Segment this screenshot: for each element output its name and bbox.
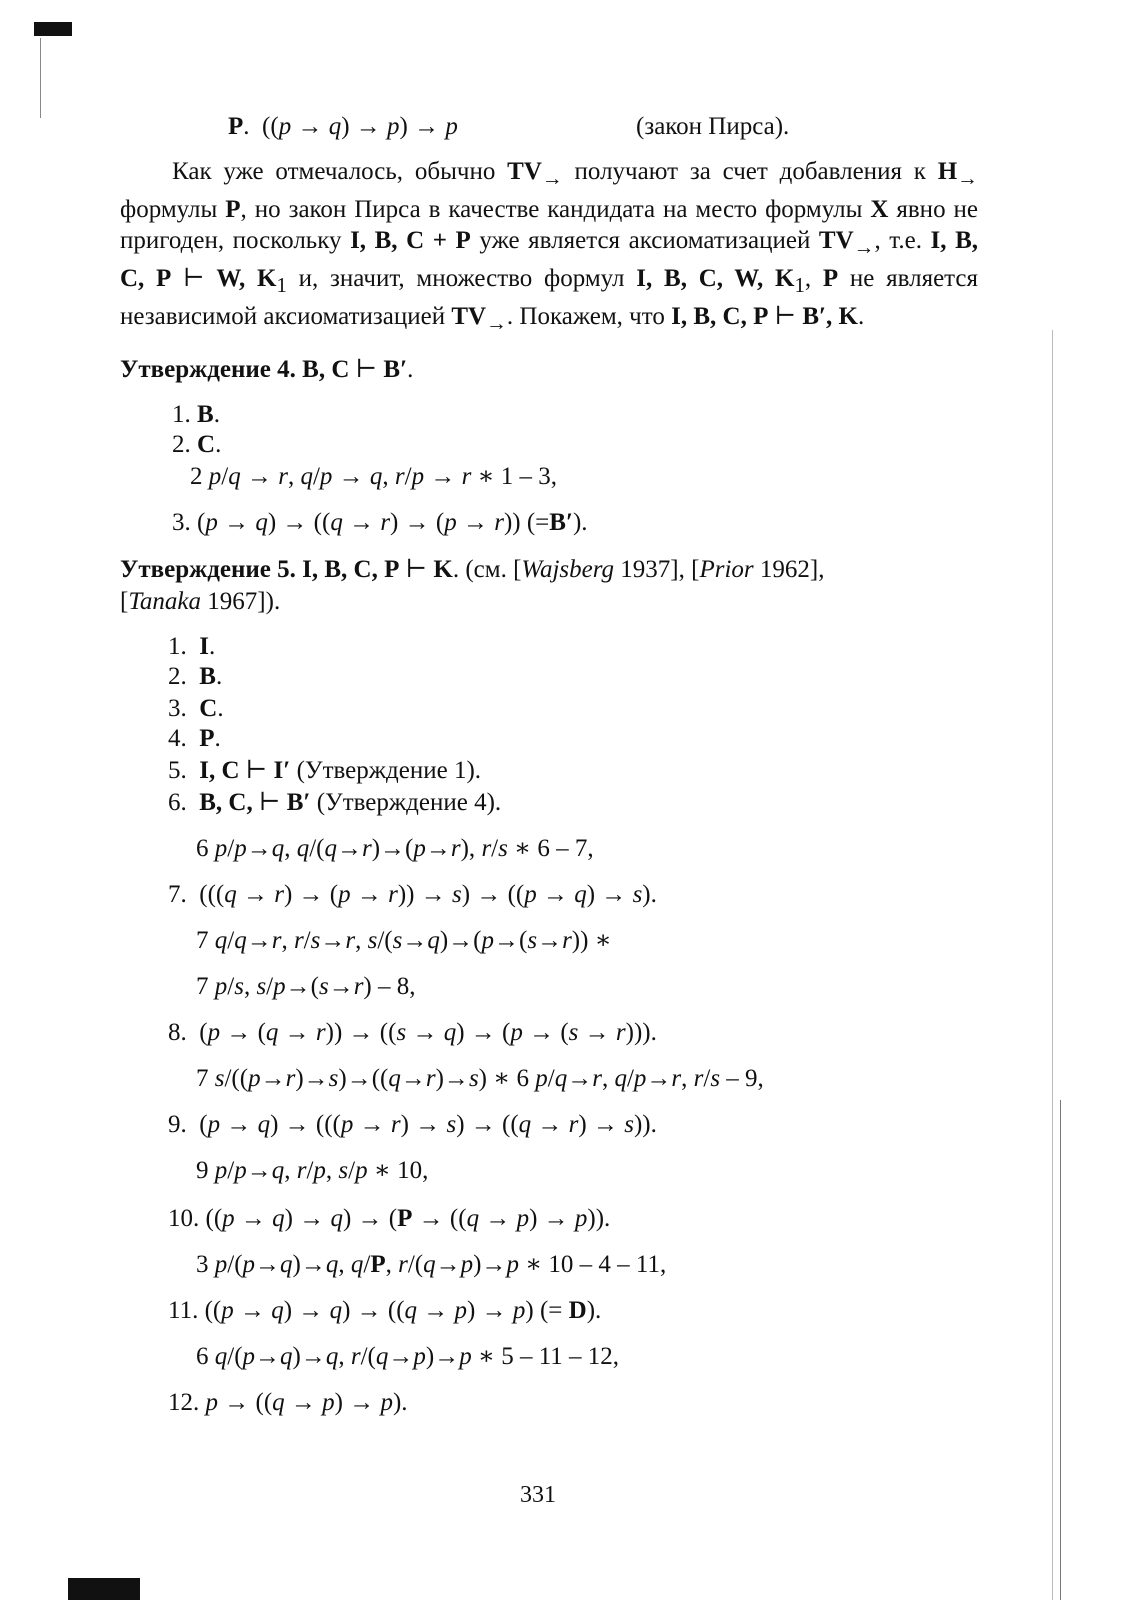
s4-line-1: 1. B. — [172, 401, 220, 428]
s5-line-3: 3. C. — [168, 695, 224, 722]
s5-line-5: 5. I, C ⊢ I′ (Утверждение 1). — [168, 757, 482, 784]
s4-line-2: 2. C. — [172, 431, 222, 458]
s5-line-4: 4. P. — [168, 725, 221, 752]
statement-4-heading: Утверждение 4. B, C ⊢ B′. — [120, 356, 414, 383]
s5-line-11: 8. (p → (q → r)) → ((s → q) → (p → (s → r))). — [168, 1019, 657, 1046]
s4-line-3: 2 p/q → r, q/p → q, r/p → r ∗ 1 – 3, — [190, 463, 558, 490]
s5-line-18: 6 q/(p→q)→q, r/(q→p)→p ∗ 5 – 11 – 12, — [196, 1343, 620, 1370]
scan-edge-line-right-1 — [1052, 330, 1053, 1600]
scan-edge-line-right-2 — [1060, 1100, 1061, 1600]
intro-paragraph — [120, 156, 978, 339]
s5-line-10: 7 p/s, s/p→(s→r) – 8, — [196, 973, 416, 1000]
page-number: 331 — [520, 1482, 556, 1508]
s5-line-13: 9. (p → q) → (((p → r) → s) → ((q → r) → s)). — [168, 1111, 657, 1138]
s5-line-1: 1. I. — [168, 633, 216, 660]
scan-mark-top-left — [34, 22, 72, 36]
s5-line-17: 11. ((p → q) → q) → ((q → p) → p) (= D). — [168, 1297, 602, 1324]
s5-line-12: 7 s/((p→r)→s)→((q→r)→s) ∗ 6 p/q→r, q/p→r, r/s – 9, — [196, 1065, 764, 1092]
s5-line-2: 2. B. — [168, 663, 223, 690]
s5-line-8: 7. (((q → r) → (p → r)) → s) → ((p → q) → s). — [168, 881, 657, 908]
s5-line-16: 3 p/(p→q)→q, q/P, r/(q→p)→p ∗ 10 – 4 – 11, — [196, 1251, 667, 1278]
s5-line-15: 10. ((p → q) → q) → (P → ((q → p) → p)). — [168, 1205, 611, 1232]
statement-5-heading: Утверждение 5. I, B, C, P ⊢ K. (см. [Wajsberg 1937], [Prior 1962], — [120, 556, 825, 583]
law-name: (закон Пирса). — [636, 113, 790, 140]
s5-line-9: 7 q/q→r, r/s→r, s/(s→q)→(p→(s→r)) ∗ — [196, 927, 612, 954]
scan-mark-bottom-left — [68, 1578, 140, 1600]
s5-line-6: 6. B, C, ⊢ B′ (Утверждение 4). — [168, 789, 502, 816]
scan-edge-line-left — [40, 38, 41, 118]
s5-line-7: 6 p/p→q, q/(q→r)→(p→r), r/s ∗ 6 – 7, — [196, 835, 594, 862]
law-formula: P. ((p → q) → p) → p — [228, 113, 458, 140]
statement-5-heading-cont: [Tanaka 1967]). — [120, 588, 281, 615]
paragraph-text: Как уже отмечалось, обычно $TV_\to$ получают за счет добавления к $H_\to$ формулы P, но закон Пирса в качестве кандидата на место формулы X явно не пригоден, поскольку I, B, C + P уже является аксиоматизацией $TV_\to$, т.е. I, B, C, P ⊢ W, $K_1$ и, значит, множество формул I, B, C, W, $K_1$, P не является независимой аксиоматизацией $TV_\to$. Покажем, что I, B, C, P ⊢ B′, K. — [120, 158, 978, 335]
s5-line-19: 12. p → ((q → p) → p). — [168, 1389, 408, 1416]
s4-line-4: 3. (p → q) → ((q → r) → (p → r)) (=B′). — [172, 509, 588, 536]
s5-line-14: 9 p/p→q, r/p, s/p ∗ 10, — [196, 1157, 429, 1184]
